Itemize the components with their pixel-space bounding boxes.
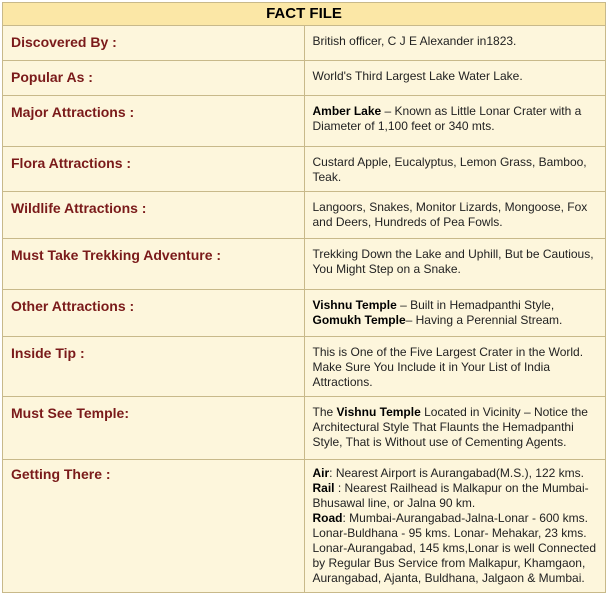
road-line <box>313 511 598 586</box>
row-value: World's Third Largest Lake Water Lake. <box>304 61 606 96</box>
value-text: – Having a Perennial Stream. <box>405 313 563 327</box>
highlight-text: Amber Lake <box>312 104 382 118</box>
air-text: : Nearest Airport is Aurangabad(M.S.), 122 kms. <box>329 466 584 480</box>
highlight-text: Vishnu Temple <box>336 405 421 419</box>
row-label: Popular As : <box>3 61 305 96</box>
row-label: Wildlife Attractions : <box>3 192 305 239</box>
table-row <box>3 290 606 337</box>
table-row <box>3 192 606 239</box>
table-row <box>3 239 606 290</box>
row-value <box>304 397 606 460</box>
row-value: Trekking Down the Lake and Uphill, But be Cautious, You Might Step on a Snake. <box>304 239 606 290</box>
rail-label: Rail <box>312 481 335 495</box>
table-row <box>3 26 606 61</box>
value-text: – Known as Little Lonar Crater with a Diameter of 1,100 feet or 340 mts. <box>312 104 582 133</box>
table-title: FACT FILE <box>3 3 606 26</box>
row-value: This is One of the Five Largest Crater in the World. Make Sure You Include it in Your List of India Attractions. <box>304 337 606 397</box>
table-row <box>3 61 606 96</box>
highlight-text: Gomukh Temple <box>312 313 406 327</box>
row-label: Inside Tip : <box>3 337 305 397</box>
row-value <box>304 290 606 337</box>
row-label: Must See Temple: <box>3 397 305 460</box>
road-label: Road <box>312 511 343 525</box>
row-value: Custard Apple, Eucalyptus, Lemon Grass, Bamboo, Teak. <box>304 147 606 192</box>
row-label: Major Attractions : <box>3 96 305 147</box>
highlight-text: Vishnu Temple <box>312 298 397 312</box>
road-text: : Mumbai-Aurangabad-Jalna-Lonar - 600 kms. Lonar-Buldhana - 95 kms. Lonar- Mehakar, 23 kms. Lonar-Aurangabad, 145 kms,Lonar is well Connected by Regular Bus Service from Malkapur, Khamgaon, Aurangabad, Ajanta, Buldhana, Jalgaon & Mumbai. <box>312 511 597 585</box>
air-label: Air <box>312 466 330 480</box>
air-line <box>313 466 598 481</box>
table-row <box>3 397 606 460</box>
row-label: Flora Attractions : <box>3 147 305 192</box>
table-row <box>3 147 606 192</box>
row-label: Other Attractions : <box>3 290 305 337</box>
table-row <box>3 337 606 397</box>
value-text: – Built in Hemadpanthi Style, <box>396 298 555 312</box>
value-text: Located in Vicinity – Notice the Architectural Style That Flaunts the Hemadpanthi Style, That is Without use of Cementing Agents. <box>312 405 588 449</box>
row-value: Langoors, Snakes, Monitor Lizards, Mongoose, Fox and Deers, Hundreds of Pea Fowls. <box>304 192 606 239</box>
rail-text: : Nearest Railhead is Malkapur on the Mumbai-Bhusawal line, or Jalna 90 km. <box>312 481 589 510</box>
rail-line <box>313 481 598 511</box>
row-label: Getting There : <box>3 460 305 593</box>
fact-file-table <box>2 2 606 593</box>
value-text: The <box>312 405 337 419</box>
table-row <box>3 460 606 593</box>
row-label: Must Take Trekking Adventure : <box>3 239 305 290</box>
table-row <box>3 96 606 147</box>
row-value <box>304 96 606 147</box>
row-value: British officer, C J E Alexander in1823. <box>304 26 606 61</box>
row-value <box>304 460 606 593</box>
row-label: Discovered By : <box>3 26 305 61</box>
